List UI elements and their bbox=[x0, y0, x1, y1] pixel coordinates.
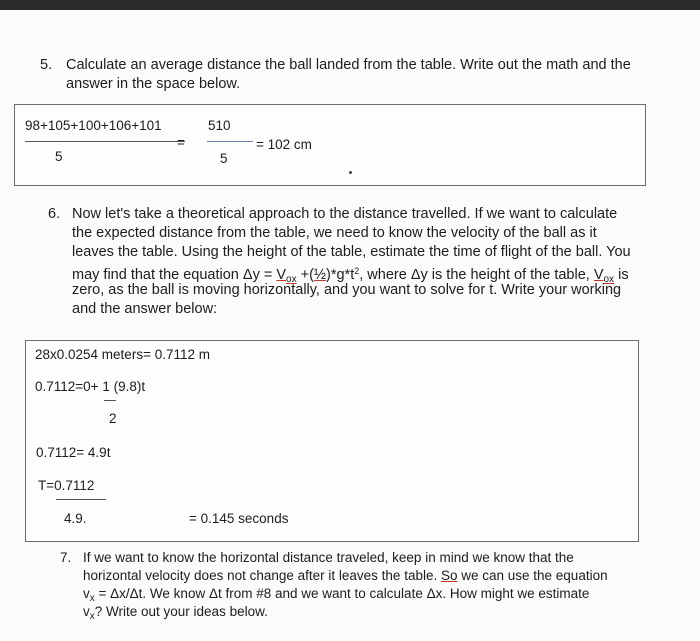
question-6-line-6: and the answer below: bbox=[72, 301, 218, 317]
q7-l2-so: So bbox=[440, 568, 458, 583]
answer-5-denominator: 5 bbox=[55, 149, 63, 164]
answer-6-t-fraction-line bbox=[56, 499, 106, 500]
question-7-line-4 bbox=[83, 603, 268, 626]
answer-5-denominator-2: 5 bbox=[220, 151, 228, 166]
answer-5-numerator: 98+105+100+106+101 bbox=[25, 118, 162, 133]
q6-l4-pre: may find that the equation Δy = bbox=[72, 267, 277, 283]
question-5-line-1: Calculate an average distance the ball landed from the table. Write out the math and the bbox=[66, 57, 631, 73]
answer-6-t-denominator: 4.9. bbox=[64, 511, 87, 526]
question-7-number: 7. bbox=[60, 550, 72, 565]
question-6-line-5: zero, as the ball is moving horizontally, and you want to solve for t. Write your working bbox=[72, 282, 622, 298]
q7-l4-sub: x bbox=[89, 611, 95, 622]
answer-5-numerator-2: 510 bbox=[208, 118, 231, 133]
stray-mark bbox=[349, 171, 352, 174]
question-6-line-1: Now let's take a theoretical approach to the distance travelled. If we want to calculate bbox=[72, 206, 618, 222]
answer-5-fraction-line-2 bbox=[207, 141, 253, 142]
q6-l4-sup: 2 bbox=[354, 266, 360, 276]
q7-l4-rest: ? Write out your ideas below. bbox=[94, 604, 268, 619]
q6-l4-v2: V bbox=[593, 267, 604, 283]
q6-l4-sub: ox bbox=[286, 274, 297, 285]
q7-l3-rest: = Δx/Δt. We know Δt from #8 and we want to calculate Δx. How might we estimate bbox=[94, 586, 590, 601]
q7-l2-pre: horizontal velocity does not change after it leaves the table. bbox=[83, 568, 441, 583]
q6-l4-mid1: +( bbox=[296, 267, 314, 283]
question-6-number: 6. bbox=[48, 206, 61, 222]
q6-l4-sub2: ox bbox=[603, 274, 615, 285]
answer-6-box[interactable] bbox=[25, 340, 639, 542]
answer-5-box[interactable] bbox=[14, 104, 646, 186]
question-5-line-2: answer in the space below. bbox=[66, 76, 241, 92]
answer-6-line-1: 28x0.0254 meters= 0.7112 m bbox=[35, 347, 210, 362]
top-edge-bar bbox=[0, 0, 700, 10]
question-7-line-2 bbox=[83, 567, 608, 585]
q7-l4-v: v bbox=[83, 604, 90, 619]
question-5-number: 5. bbox=[40, 57, 53, 73]
answer-6-line-3: 0.7112= 4.9t bbox=[36, 445, 111, 460]
answer-6-t-numerator: T=0.7112 bbox=[38, 478, 95, 493]
q6-l4-v: V bbox=[276, 267, 287, 283]
q6-l4-mid2: )*g*t bbox=[326, 267, 355, 283]
question-7-line-1: If we want to know the horizontal distance traveled, keep in mind we know that the bbox=[83, 550, 574, 565]
q6-l4-end: is bbox=[614, 267, 629, 283]
answer-6-fraction-denominator: 2 bbox=[109, 411, 117, 426]
answer-6-result: = 0.145 seconds bbox=[189, 511, 289, 526]
q6-l4-half: ½ bbox=[313, 267, 327, 283]
q7-l3-sub: x bbox=[89, 593, 95, 604]
answer-6-line-2: 0.7112=0+ 1 (9.8)t bbox=[35, 379, 146, 394]
answer-5-result: = 102 cm bbox=[256, 137, 312, 152]
answer-5-equals: = bbox=[177, 135, 185, 150]
answer-6-half-fraction-line bbox=[104, 400, 116, 401]
q7-l3-v: v bbox=[83, 586, 90, 601]
question-6-line-2: the expected distance from the table, we need to know the velocity of the ball as it bbox=[72, 225, 597, 241]
question-6-line-3: leaves the table. Using the height of the table, estimate the time of flight of the ball. You bbox=[72, 244, 631, 260]
q6-l4-post: , where Δy is the height of the table, bbox=[359, 267, 594, 283]
q7-l2-post: we can use the equation bbox=[457, 568, 608, 583]
answer-5-fraction-line bbox=[25, 141, 185, 142]
